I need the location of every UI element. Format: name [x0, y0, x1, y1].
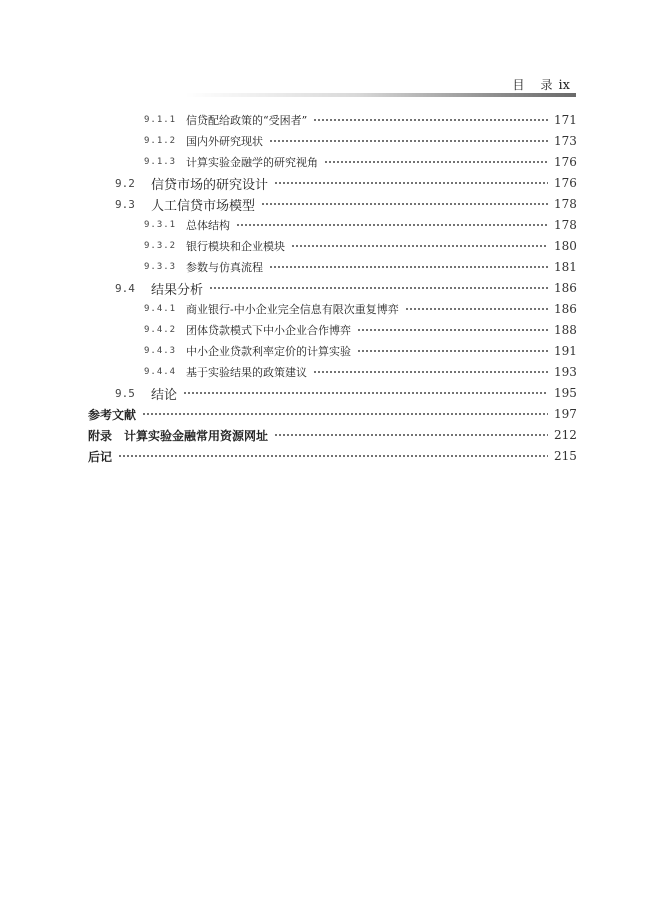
toc-entry[interactable] — [88, 278, 576, 298]
toc-entry-title: 信贷配给政策的“受困者” — [186, 114, 308, 127]
dot-leader — [183, 389, 548, 397]
toc-entry-title: 人工信贷市场模型 — [151, 198, 256, 214]
toc-entry-title: 结果分析 — [151, 282, 204, 298]
dot-leader — [357, 347, 548, 355]
toc-entry[interactable] — [88, 236, 576, 256]
header-page-number: ix — [558, 78, 570, 93]
toc-entry-number: 9.4.1 — [144, 304, 177, 314]
dot-leader — [291, 242, 548, 250]
toc-entry[interactable] — [88, 215, 576, 235]
dot-leader — [274, 179, 548, 187]
toc-entry-title: 信贷市场的研究设计 — [151, 177, 269, 193]
toc-entry-page: 212 — [554, 428, 577, 442]
toc-entry[interactable] — [88, 194, 576, 214]
toc-entry-page: 181 — [554, 260, 577, 274]
toc-entry-page: 197 — [554, 407, 577, 421]
header-label-lu: 录 — [540, 78, 553, 92]
header-label-mu: 目 — [512, 78, 525, 92]
toc-entry-title: 后记 — [88, 449, 113, 464]
toc-entry[interactable] — [88, 299, 576, 319]
toc-entry-number: 9.3.2 — [144, 241, 177, 251]
toc-entry-number: 9.3.3 — [144, 262, 177, 272]
dot-leader — [357, 326, 548, 334]
toc-entry[interactable] — [88, 257, 576, 277]
toc-entry-title: 总体结构 — [186, 219, 230, 232]
toc-entry-page: 193 — [554, 365, 577, 379]
dot-leader — [405, 305, 548, 313]
toc-entry[interactable] — [88, 173, 576, 193]
toc-entry-number: 9.4.4 — [144, 367, 177, 377]
dot-leader — [313, 368, 548, 376]
toc-entry-title: 银行模块和企业模块 — [186, 240, 285, 253]
dot-leader — [142, 410, 548, 418]
toc-entry-page: 171 — [554, 113, 577, 127]
header-text — [512, 76, 570, 93]
toc-entry-number: 9.3 — [115, 197, 135, 211]
dot-leader — [261, 200, 548, 208]
dot-leader — [313, 116, 548, 124]
toc-entry[interactable] — [88, 383, 576, 403]
toc-entry-title: 基于实验结果的政策建议 — [186, 366, 307, 379]
toc-entry-page: 173 — [554, 134, 577, 148]
toc-entry-page: 180 — [554, 239, 577, 253]
toc-entry[interactable] — [88, 131, 576, 151]
toc-entry-title: 结论 — [151, 387, 178, 403]
toc-entry-title: 国内外研究现状 — [186, 135, 263, 148]
toc-entry[interactable] — [88, 341, 576, 361]
toc-entry[interactable] — [88, 320, 576, 340]
toc-entry-page: 176 — [554, 176, 577, 190]
toc-entry-title: 计算实验金融学的研究视角 — [186, 156, 318, 169]
toc-entry-number: 9.1.1 — [144, 115, 177, 125]
toc-entry-number: 9.4.3 — [144, 346, 177, 356]
toc-entry-page: 195 — [554, 386, 577, 400]
toc-entry-page: 215 — [554, 449, 577, 463]
toc-entry-number: 9.4 — [115, 281, 135, 295]
toc-entry[interactable] — [88, 152, 576, 172]
dot-leader — [209, 284, 548, 292]
toc-entry-page: 176 — [554, 155, 577, 169]
dot-leader — [118, 452, 548, 460]
toc-entry[interactable] — [88, 446, 576, 466]
toc-entry-title: 团体贷款模式下中小企业合作博弈 — [186, 324, 351, 337]
toc-entry-number: 9.5 — [115, 386, 135, 400]
toc-entry-title: 商业银行-中小企业完全信息有限次重复博弈 — [186, 303, 399, 316]
header-gradient-rule — [88, 93, 576, 97]
toc-entry-number: 9.1.2 — [144, 136, 177, 146]
toc-entry-number: 9.1.3 — [144, 157, 177, 167]
toc-entry-title: 参考文献 — [88, 407, 137, 422]
toc-entry-page: 191 — [554, 344, 577, 358]
toc-entry-page: 188 — [554, 323, 577, 337]
toc-entry-page: 178 — [554, 218, 577, 232]
toc-entry-number: 9.2 — [115, 176, 135, 190]
toc-entry-page: 186 — [554, 302, 577, 316]
toc-entry-number: 9.4.2 — [144, 325, 177, 335]
toc-entry-page: 186 — [554, 281, 577, 295]
toc-entry[interactable] — [88, 404, 576, 424]
toc-entry-number: 9.3.1 — [144, 220, 177, 230]
dot-leader — [269, 137, 548, 145]
toc-entry[interactable] — [88, 110, 576, 130]
toc-entry-title: 中小企业贷款利率定价的计算实验 — [186, 345, 351, 358]
toc-entry[interactable] — [88, 425, 576, 445]
dot-leader — [269, 263, 548, 271]
dot-leader — [324, 158, 548, 166]
toc-entry-page: 178 — [554, 197, 577, 211]
dot-leader — [274, 431, 548, 439]
toc-entry[interactable] — [88, 362, 576, 382]
toc-entry-title: 附录 计算实验金融常用资源网址 — [88, 428, 269, 443]
dot-leader — [236, 221, 548, 229]
running-header — [88, 74, 576, 98]
toc-entry-title: 参数与仿真流程 — [186, 261, 263, 274]
